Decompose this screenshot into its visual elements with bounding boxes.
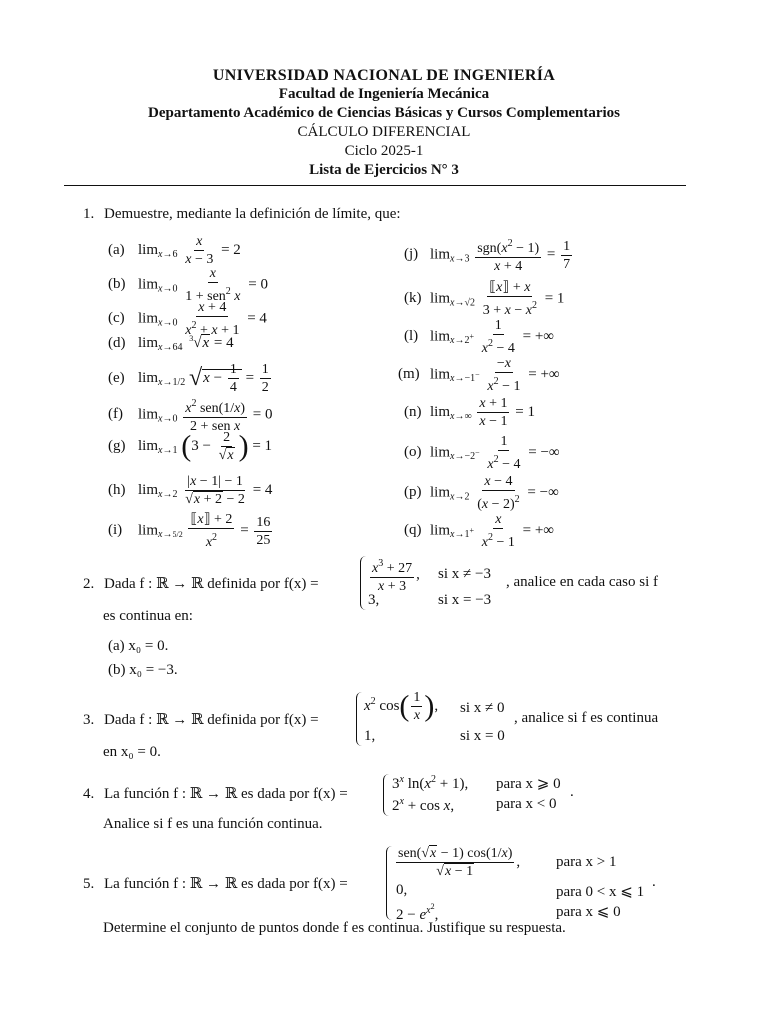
q2-case-2: 3, <box>368 592 380 608</box>
q2-case-2-cond: si x = −3 <box>438 592 492 608</box>
q5-case-1-cond: para x > 1 <box>556 854 617 870</box>
q1-item-l: (l) $\lim_{x\to 2^+}$ $\frac{1}{x^2 - 4}$ = +∞ <box>404 318 554 356</box>
q5-statement: 5. La función f : ℝ → ℝ es dada por f(x) = <box>83 876 348 892</box>
q2-case-1-cond: si x ≠ −3 <box>438 566 491 582</box>
q3-line2: en x₀ = 0. <box>103 744 161 760</box>
q5-case-3: $2 - e^{x^2}$, <box>396 902 439 923</box>
q1-item-k: (k) $\lim_{x\to√2}$ $\frac{⟦x⟧ + x}{3 + x - x^2}$ = 1 <box>404 280 565 318</box>
q5-case-1: $\frac{\text{sen(√x − 1) cos(1/x)}}{√x - 1}$ , <box>398 846 521 879</box>
q4-case-2-cond: para x < 0 <box>496 796 557 812</box>
q1-item-q: (q) $\lim_{x\to 1^+}$ $\frac{x}{x^2 - 1}$ = +∞ <box>404 512 554 550</box>
q3-case-2: 1, <box>364 728 376 744</box>
q2-case-1: $\frac{x^3 + 27}{x + 3}$ , <box>372 558 420 594</box>
q4-case-1-cond: para x ⩾ 0 <box>496 776 561 792</box>
q5-line2: Determine el conjunto de puntos donde f es continua. Justifique su respuesta. <box>103 920 566 936</box>
q2-tail: , analice en cada caso si f <box>506 574 658 590</box>
q1-item-p: (p) $\lim_{x\to 2}$ $\frac{x - 4}{(x - 2)^2}$ = −∞ <box>404 474 559 512</box>
header-divider <box>64 185 686 186</box>
q2-statement: 2. Dada f : ℝ → ℝ definida por f(x) = <box>83 576 319 592</box>
q1-item-i: (i) $\lim_{x\to 5/2}$ $\frac{⟦x⟧ + 2}{x^2}$ = $\frac{16}{25}$ <box>108 512 271 550</box>
q1-item-g: (g) $\lim_{x\to 1} (3$ − $\frac{2}{√x}$ ) = 1 <box>108 429 273 463</box>
course-name: CÁLCULO DIFERENCIAL <box>297 124 471 140</box>
q3-case-1: $x^2$ cos( $\frac{1}{x}$ ), <box>364 689 439 723</box>
cycle: Ciclo 2025-1 <box>344 143 424 159</box>
list-title: Lista de Ejercicios N° 3 <box>309 162 459 178</box>
university-name: UNIVERSIDAD NACIONAL DE INGENIERÍA <box>212 67 556 84</box>
q5-period: . <box>652 874 656 890</box>
q1-item-e: (e) $\lim_{x\to 1/2} √x$ − $\frac{1}{4}$ = $\frac{1}{2}$ <box>108 362 269 395</box>
q4-case-1: 3$^x$ $\ln(x^2 + 1)$, <box>392 774 469 792</box>
q4-statement: 4. La función f : ℝ → ℝ es dada por f(x) = <box>83 786 348 802</box>
q2-line2: es continua en: <box>103 608 193 624</box>
q1-statement <box>83 206 401 223</box>
q4-period: . <box>570 784 574 800</box>
q1-item-h: (h) $\lim_{x\to 2}$ $\frac{|x - 1| - 1}{√x + 2 - 2}$ = 4 <box>108 474 273 507</box>
q1-text: Demuestre, mediante la definición de límite, que: <box>104 206 401 222</box>
q1-item-o: (o) $\lim_{x\to-2^-}$ $\frac{1}{x^2 - 4}$ = −∞ <box>404 434 560 472</box>
document-header <box>0 66 768 180</box>
q5-case-2: 0, <box>396 882 408 898</box>
q1-item-f: (f) $\lim_{x\to 0}$ $\frac{x^2 sen(1/x)}{\text{2 + sen x}}$ = 0 <box>108 398 273 434</box>
q1-item-c: (c) $\lim_{x\to 0}$ $\frac{x + 4}{x^2 + x + 1}$ = 4 <box>108 300 267 338</box>
faculty-name: Facultad de Ingeniería Mecánica <box>278 86 490 102</box>
q4-case-2: $2^x + \cos x$, <box>392 796 455 814</box>
q1-item-b: (b) $\lim_{x\to 0}$ $\frac{x}{1 + sen^2 x}$ = 0 <box>108 266 268 304</box>
q5-case-3-cond: para x ⩽ 0 <box>556 904 621 920</box>
q3-brace <box>356 692 363 746</box>
q1-item-a: (a) $\lim_{x\to 6}$ $\frac{x}{x - 3}$ = 2 <box>108 234 241 267</box>
q1-item-m: (m) $\lim_{x\to-1^-}$ $\frac{-x}{x^2 - 1}$ = +∞ <box>398 356 560 394</box>
department-name: Departamento Académico de Ciencias Básicas y Cursos Complementarios <box>147 105 621 121</box>
q1-number: 1. <box>83 206 95 222</box>
q3-case-1-cond: si x ≠ 0 <box>460 700 505 716</box>
q3-case-2-cond: si x = 0 <box>460 728 505 744</box>
q1-item-j: (j) $\lim_{x\to 3}$ $\frac{sgn(x^2 - 1)}{x + 4}$ = $\frac{1}{7}$ <box>404 238 571 274</box>
q2-brace <box>360 556 367 610</box>
q5-case-2-cond: para 0 < x ⩽ 1 <box>556 884 645 900</box>
q3-statement: 3. Dada f : ℝ → ℝ definida por f(x) = <box>83 712 319 728</box>
q5-brace <box>386 846 393 920</box>
q3-tail: , analice si f es continua <box>514 710 659 726</box>
q2-item-a: (a) x₀ = 0. <box>108 638 169 654</box>
q4-line2: Analice si f es una función continua. <box>103 816 323 832</box>
q1-item-d: (d) $\lim_{x\to 64} ^3√x = 4$ <box>108 334 234 353</box>
q2-item-b: (b) x₀ = −3. <box>108 662 178 678</box>
q1-item-n: (n) $\lim_{x\to\infty}$ $\frac{x + 1}{x - 1}$ = 1 <box>404 396 535 429</box>
q4-brace <box>383 774 390 816</box>
